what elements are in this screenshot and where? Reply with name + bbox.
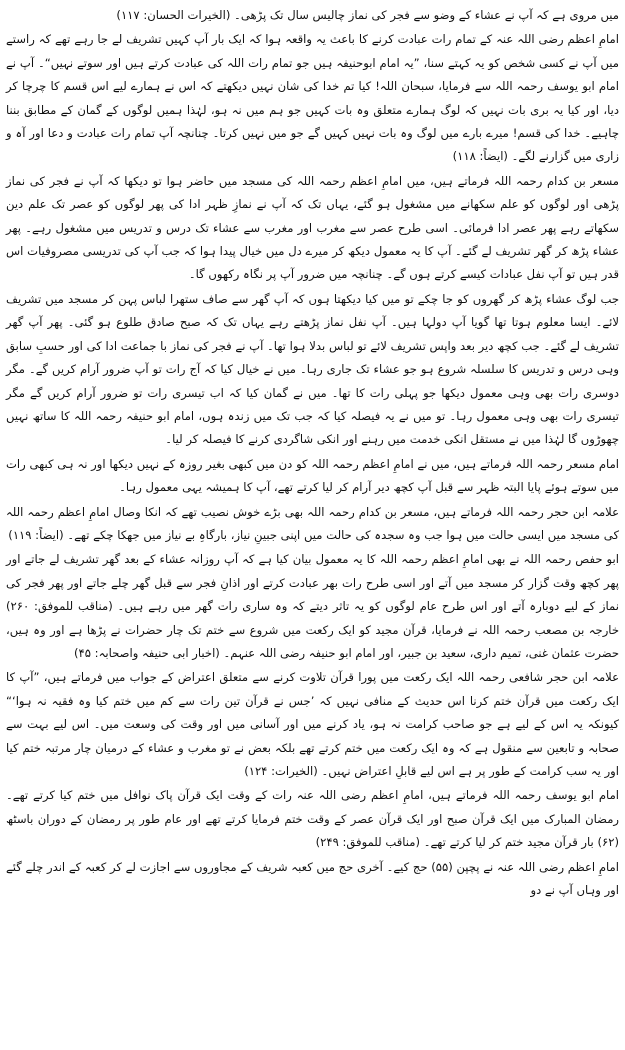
paragraph-9: امام ابو یوسف رحمہ اللہ فرماتے ہیں، امامِ اعظم رضی اللہ عنہ رات کے وقت ایک قرآن پاک نوافل میں ختم کیا کرتے تھے۔ رمضان المبارک میں ایک قرآن صبح اور ایک قرآن عصر کے وقت ختم فرمایا کرتے تھے اور عام طور پر رمضان کے دوران باسٹھ (۶۲) بار قرآن مجید ختم کر لیا کرتے تھے۔ (مناقب للموفق: ۲۴۹) [6,788,619,850]
paragraph-4: جب لوگ عشاء پڑھ کر گھروں کو جا چکے تو میں کیا دیکھتا ہوں کہ آپ گھر سے صاف ستھرا لباس پہن کر مسجد میں تشریف لائے۔ ایسا معلوم ہوتا تھا گویا آپ دولہا ہیں۔ آپ نفل نماز پڑھتے رہے یہاں تک کہ صبح صادق طلوع ہو گئی۔ پھر آپ گھر تشریف لے گئے۔ جب کچھ دیر بعد واپس تشریف لائے تو لباس بدلا ہوا تھا۔ آپ نے فجر کی نماز با جماعت ادا کی اور حسبِ سابق وہی درس و تدریس کا سلسلہ شروع ہو جو عشاء تک جاری رہا۔ میں نے خیال کیا کہ آج رات تو آپ ضرور آرام کریں گے۔ مگر دوسری رات بھی وہی معمول دیکھا جو پہلی رات کا تھا۔ میں نے گمان کیا کہ اب تیسری رات تو ضرور آرام کریں گے مگر تیسری رات بھی وہی معمول رہا۔ تو میں نے یہ فیصلہ کیا کہ جب تک میں زندہ ہوں، امام ابو حنیفہ رحمہ اللہ کا ساتھ نہیں چھوڑوں گا لہٰذا میں نے مستقل انکی خدمت میں رہنے اور انکی شاگردی کرنے کا فیصلہ کر لیا۔ [6,291,619,447]
paragraph-5: امام مسعر رحمہ اللہ فرماتے ہیں، میں نے امامِ اعظم رحمہ اللہ کو دن میں کبھی بغیر روزہ کے نہیں دیکھا اور نہ ہی کبھی رات میں سوتے ہوئے پایا البتہ ظہر سے قبل آپ کچھ دیر آرام کر لیا کرتے تھے، آپ کا ہمیشہ یہی معمول رہا۔ [6,456,619,495]
paragraph-10: امامِ اعظم رضی اللہ عنہ نے پچپن (۵۵) حج کیے۔ آخری حج میں کعبہ شریف کے مجاوروں سے اجازت لے کر کعبہ کے اندر چلے گئے اور وہاں آپ نے دو [6,859,619,898]
paragraph-1: میں مروی ہے کہ آپ نے عشاء کے وضو سے فجر کی نماز چالیس سال تک پڑھی۔ (الخیرات الحسان: ۱۱۷) [116,8,619,22]
paragraph-6: علامہ ابن حجر رحمہ اللہ فرماتے ہیں، مسعر بن کدام رحمہ اللہ بھی بڑے خوش نصیب تھے کہ انکا وصال امامِ اعظم رحمہ اللہ کی مسجد میں ایسی حالت میں ہوا جب وہ سجدہ کی حالت میں اپنی جبینِ نیاز، بارگاہِ بے نیاز میں جھکا چکے تھے۔ (ایضاً: ۱۱۹) [6,504,619,542]
paragraph-7: ابو حفص رحمہ اللہ نے بھی امامِ اعظم رحمہ اللہ کا یہ معمول بیان کیا ہے کہ آپ روزانہ عشاء کے بعد گھر تشریف لے جاتے اور پھر کچھ وقت گزار کر مسجد میں آتے اور اسی طرح رات بھر عبادت کرتے اور اذانِ فجر سے قبل گھر چلے جاتے اور پھر فجر کی نماز کے لیے دوبارہ آتے اور اس طرح عام لوگوں کو یہ تاثر دیتے کہ وہ ساری رات گھر میں رہے ہیں۔ (مناقب للموفق: ۲۶۰) خارجہ بن مصعب رحمہ اللہ نے فرمایا، قرآن مجید کو ایک رکعت میں شروع سے ختم تک چار حضرات نے پڑھا ہے اور وہ ہیں، حضرت عثمان غنی، تمیم داری، سعید بن جبیر، اور امام ابو حنیفہ رضی اللہ عنہم۔ (اخبار ابی حنیفہ واصحابہ: ۴۵) [6,552,619,660]
paragraph-8: علامہ ابن حجر شافعی رحمہ اللہ ایک رکعت میں پورا قرآن تلاوت کرنے سے متعلق اعتراض کے جواب میں فرماتے ہیں، ”آپ کا ایک رکعت میں قرآن ختم کرنا اس حدیث کے منافی نہیں کہ ’جس نے قرآن تین رات سے کم میں ختم کیا وہ فقیہ نہ ہوا‘“ کیونکہ یہ اس کے لیے ہے جو صاحب کرامت نہ ہو، یاد کرنے میں اور آسانی میں اور وقت کی وسعت میں۔ اس لیے بہت سے صحابہ و تابعین سے منقول ہے کہ وہ ایک رکعت میں ختم کرتے تھے بلکہ بعض نے تو مغرب و عشاء کے درمیان چار مرتبہ ختم کیا اور یہ سب کرامت کے طور پر ہے اس لیے قابلِ اعتراض نہیں۔ (الخیرات: ۱۲۴) [6,670,619,778]
paragraph-2: امامِ اعظم رضی اللہ عنہ کے تمام رات عبادت کرنے کا باعث یہ واقعہ ہوا کہ ایک بار آپ کہیں تشریف لے جا رہے تھے کہ راستے میں آپ نے کسی شخص کو یہ کہتے سنا، ”یہ امام ابوحنیفہ ہیں جو تمام رات اللہ کی عبادت کرتے ہیں اور سوتے نہیں“۔ آپ نے امام ابو یوسف رحمہ اللہ سے فرمایا، سبحان اللہ! کیا تم خدا کی شان نہیں دیکھتے کہ اس نے ہمارے لیے اس قسم کا چرچا کر دیا، اور کیا یہ بری بات نہیں کہ لوگ ہمارے متعلق وہ بات کہیں جو ہم میں نہ ہو، لہٰذا ہمیں لوگوں کے گمان کے مطابق بننا چاہیے۔ خدا کی قسم! میرے بارے میں لوگ وہ بات نہیں کہیں گے جو میں نہیں کرتا۔ چنانچہ آپ تمام رات عبادت و دعا اور آہ و زاری میں گزارنے لگے۔ (ایضاً: ۱۱۸) [6,32,619,164]
paragraph-3: مسعر بن کدام رحمہ اللہ فرماتے ہیں، میں امامِ اعظم رحمہ اللہ کی مسجد میں حاضر ہوا تو دیکھا کہ آپ نے فجر کی نماز پڑھی اور لوگوں کو علم سکھانے میں مشغول ہو گئے، یہاں تک کہ آپ نے نمازِ ظہر ادا کی پھر لوگوں کو عصر تک علم دین سکھاتے رہے پھر عصر ادا فرمائی۔ اسی طرح عصر سے مغرب اور مغرب سے عشاء تک درس و تدریس میں مشغول رہے۔ پھر عشاء پڑھ کر گھر تشریف لے گئے۔ آپ کا یہ معمول دیکھ کر میرے دل میں خیال پیدا ہوا کہ جب آپ کی تدریسی مصروفیات اس قدر ہیں تو آپ نفل عبادات کیسے کرتے ہوں گے۔ چنانچہ میں ضرور آپ پر نگاہ رکھوں گا۔ [6,173,619,282]
